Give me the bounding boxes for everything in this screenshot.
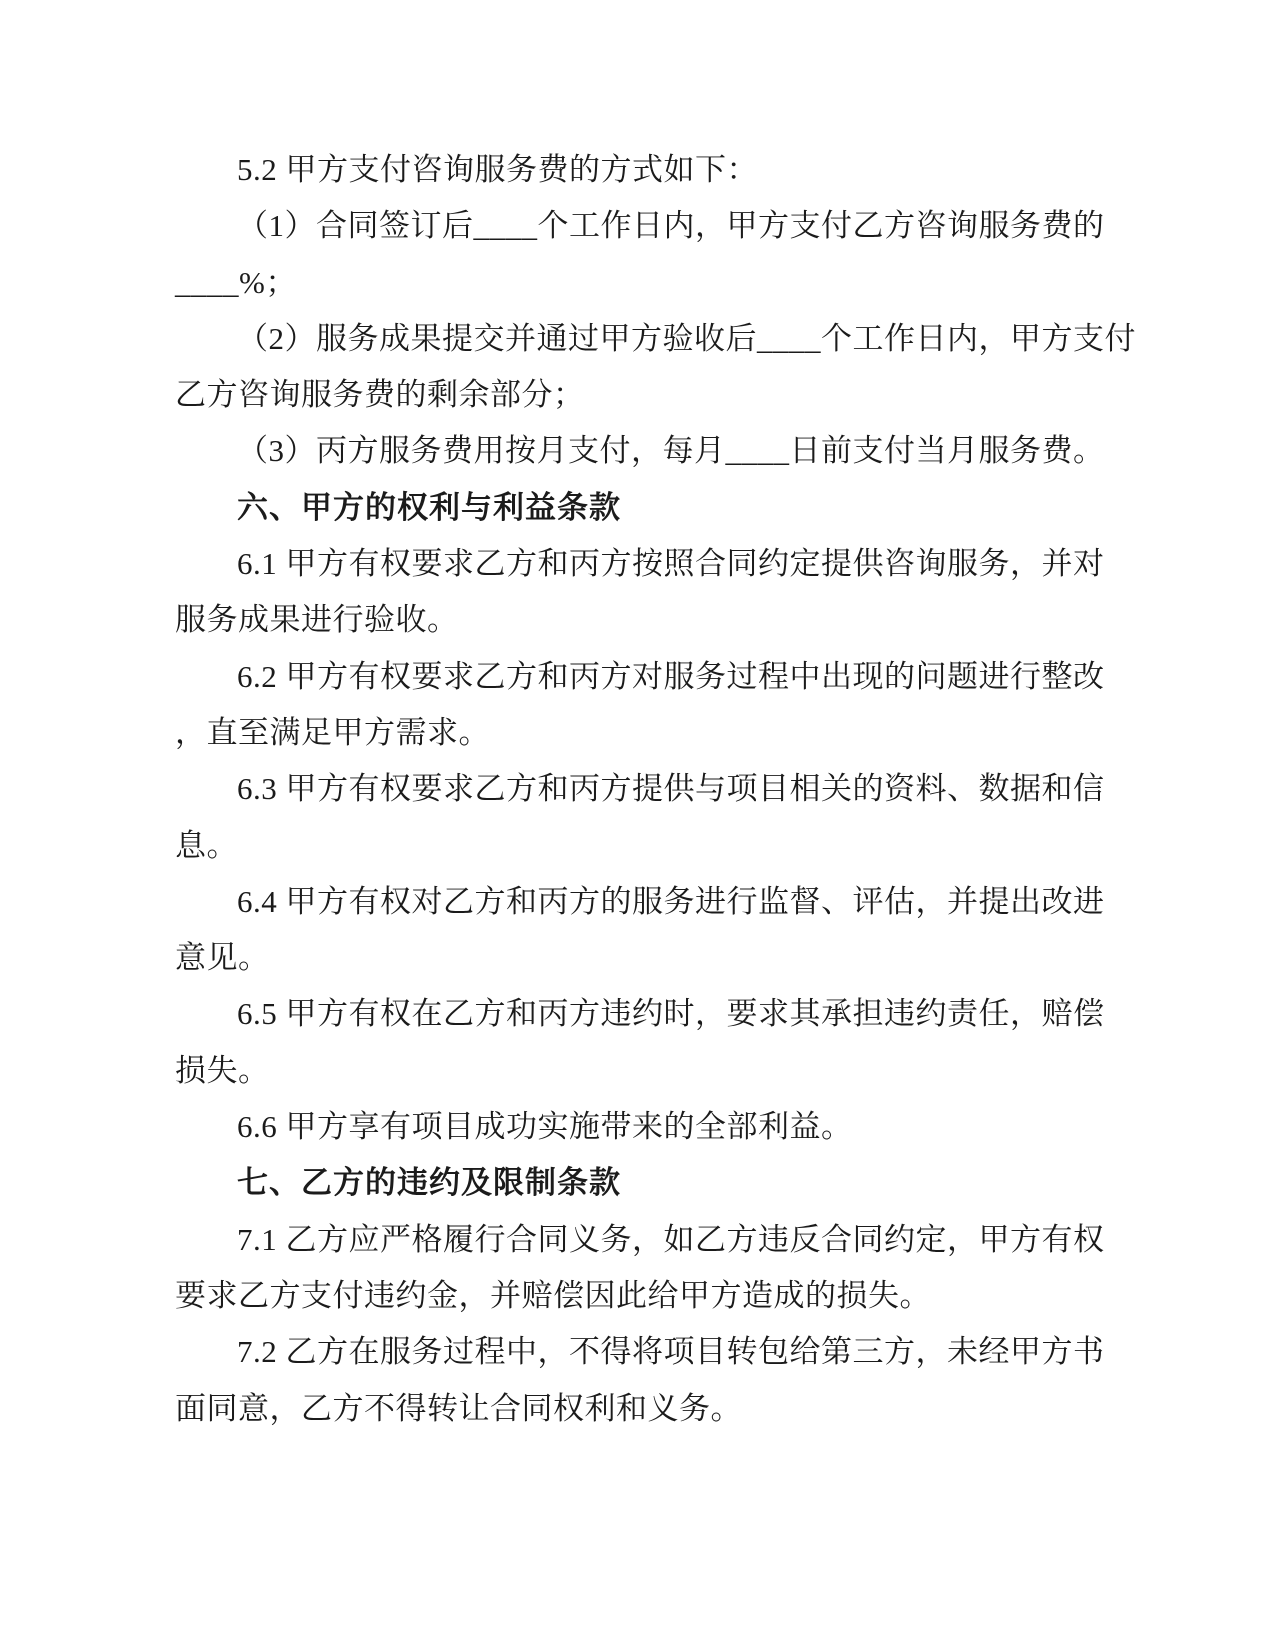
doc-line-clause-6-4-cont: 意见。: [175, 940, 270, 976]
doc-line-item-2: （2）服务成果提交并通过甲方验收后____个工作日内，甲方支付: [237, 320, 1136, 356]
doc-line-clause-6-5: 6.5 甲方有权在乙方和丙方违约时，要求其承担违约责任，赔偿: [237, 996, 1105, 1032]
doc-line-clause-6-6: 6.6 甲方享有项目成功实施带来的全部利益。: [237, 1109, 853, 1145]
doc-line-clause-7-1-cont: 要求乙方支付违约金，并赔偿因此给甲方造成的损失。: [175, 1277, 931, 1313]
doc-line-clause-7-1: 7.1 乙方应严格履行合同义务，如乙方违反合同约定，甲方有权: [237, 1221, 1105, 1257]
doc-line-clause-6-1: 6.1 甲方有权要求乙方和丙方按照合同约定提供咨询服务，并对: [237, 546, 1105, 582]
doc-line-clause-5-2: 5.2 甲方支付咨询服务费的方式如下：: [237, 152, 758, 187]
section-heading-7: 七、乙方的违约及限制条款: [237, 1165, 621, 1201]
doc-line-clause-6-3-cont: 息。: [175, 827, 238, 863]
section-heading-6: 六、甲方的权利与利益条款: [237, 489, 621, 525]
doc-line-clause-6-3: 6.3 甲方有权要求乙方和丙方提供与项目相关的资料、数据和信: [237, 771, 1105, 807]
doc-line-clause-6-2: 6.2 甲方有权要求乙方和丙方对服务过程中出现的问题进行整改: [237, 658, 1105, 694]
doc-line-clause-6-4: 6.4 甲方有权对乙方和丙方的服务进行监督、评估，并提出改进: [237, 883, 1105, 919]
doc-line-clause-7-2-cont: 面同意，乙方不得转让合同权利和义务。: [175, 1390, 742, 1426]
document-body: [175, 142, 1136, 1437]
doc-line-clause-6-1-cont: 服务成果进行验收。: [175, 602, 459, 638]
doc-line-clause-6-2-cont: ，直至满足甲方需求。: [175, 714, 490, 750]
doc-line-item-3: （3）丙方服务费用按月支付，每月____日前支付当月服务费。: [237, 433, 1105, 469]
doc-line-clause-7-2: 7.2 乙方在服务过程中，不得将项目转包给第三方，未经甲方书: [237, 1334, 1105, 1370]
doc-line-item-2-cont: 乙方咨询服务费的剩余部分；: [175, 377, 585, 413]
doc-line-item-1-cont: ____%；: [175, 264, 297, 300]
doc-line-clause-6-5-cont: 损失。: [175, 1052, 270, 1088]
doc-line-item-1: （1）合同签订后____个工作日内，甲方支付乙方咨询服务费的: [237, 208, 1105, 244]
